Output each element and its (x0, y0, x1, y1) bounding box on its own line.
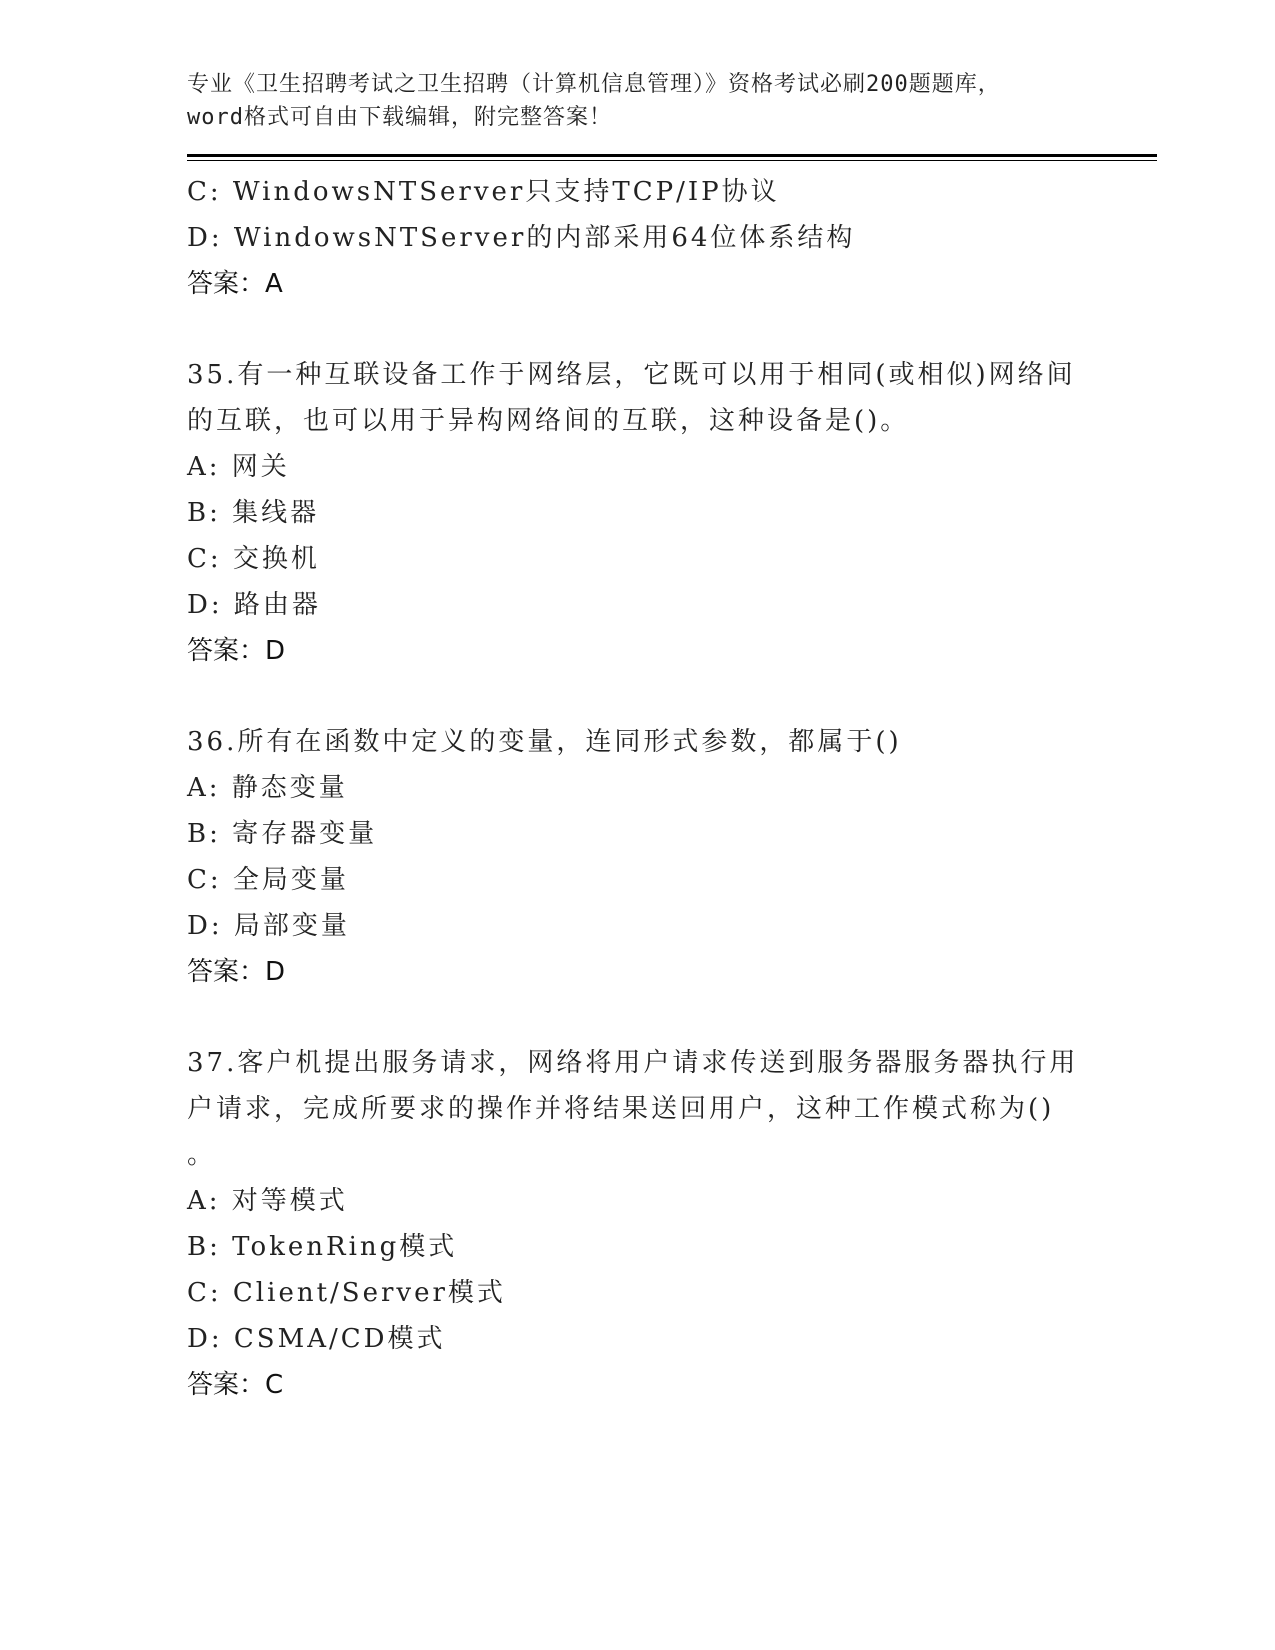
option-b: B: 集线器 (187, 498, 320, 528)
option-c: C: WindowsNTServer只支持TCP/IP协议 (187, 177, 780, 207)
question-list (187, 169, 1157, 1408)
option-d: D: 路由器 (187, 590, 321, 620)
question-stem-line-2: 的互联，也可以用于异构网络间的互联，这种设备是()。 (187, 406, 910, 436)
spacer (187, 307, 1157, 352)
option-c: C: 交换机 (187, 544, 320, 574)
option-d: D: CSMA/CD模式 (187, 1324, 446, 1354)
question-36 (187, 719, 1157, 995)
option-a: A: 网关 (187, 452, 290, 482)
header-line-1: 专业《卫生招聘考试之卫生招聘（计算机信息管理）》资格考试必刷200题题库， (187, 72, 1001, 97)
document-page (187, 68, 1157, 1408)
option-b: B: 寄存器变量 (187, 819, 378, 849)
question-stem-line-2: 户请求，完成所要求的操作并将结果送回用户，这种工作模式称为() (187, 1094, 1055, 1124)
option-c: C: Client/Server模式 (187, 1278, 506, 1308)
question-stem-line-1: 35.有一种互联设备工作于网络层，它既可以用于相同(或相似)网络间 (187, 360, 1076, 390)
answer: 答案：D (187, 957, 286, 987)
answer: 答案：A (187, 269, 283, 299)
option-b: B: TokenRing模式 (187, 1232, 458, 1262)
question-37 (187, 1040, 1157, 1408)
spacer (187, 674, 1157, 719)
document-header (187, 68, 1157, 134)
question-stem-line-1: 36.所有在函数中定义的变量，连同形式参数，都属于() (187, 727, 902, 757)
option-c: C: 全局变量 (187, 865, 349, 895)
option-d: D: WindowsNTServer的内部采用64位体系结构 (187, 223, 856, 253)
question-stem-line-1: 37.客户机提出服务请求，网络将用户请求传送到服务器服务器执行用 (187, 1048, 1079, 1078)
spacer (187, 995, 1157, 1040)
option-a: A: 对等模式 (187, 1186, 348, 1216)
question-34 (187, 169, 1157, 307)
question-stem-line-3: 。 (187, 1140, 217, 1170)
header-divider (187, 154, 1157, 161)
option-d: D: 局部变量 (187, 911, 350, 941)
answer: 答案：D (187, 636, 286, 666)
option-a: A: 静态变量 (187, 773, 348, 803)
question-35 (187, 352, 1157, 674)
answer: 答案：C (187, 1370, 284, 1400)
header-line-2: word格式可自由下载编辑，附完整答案！ (187, 105, 612, 130)
